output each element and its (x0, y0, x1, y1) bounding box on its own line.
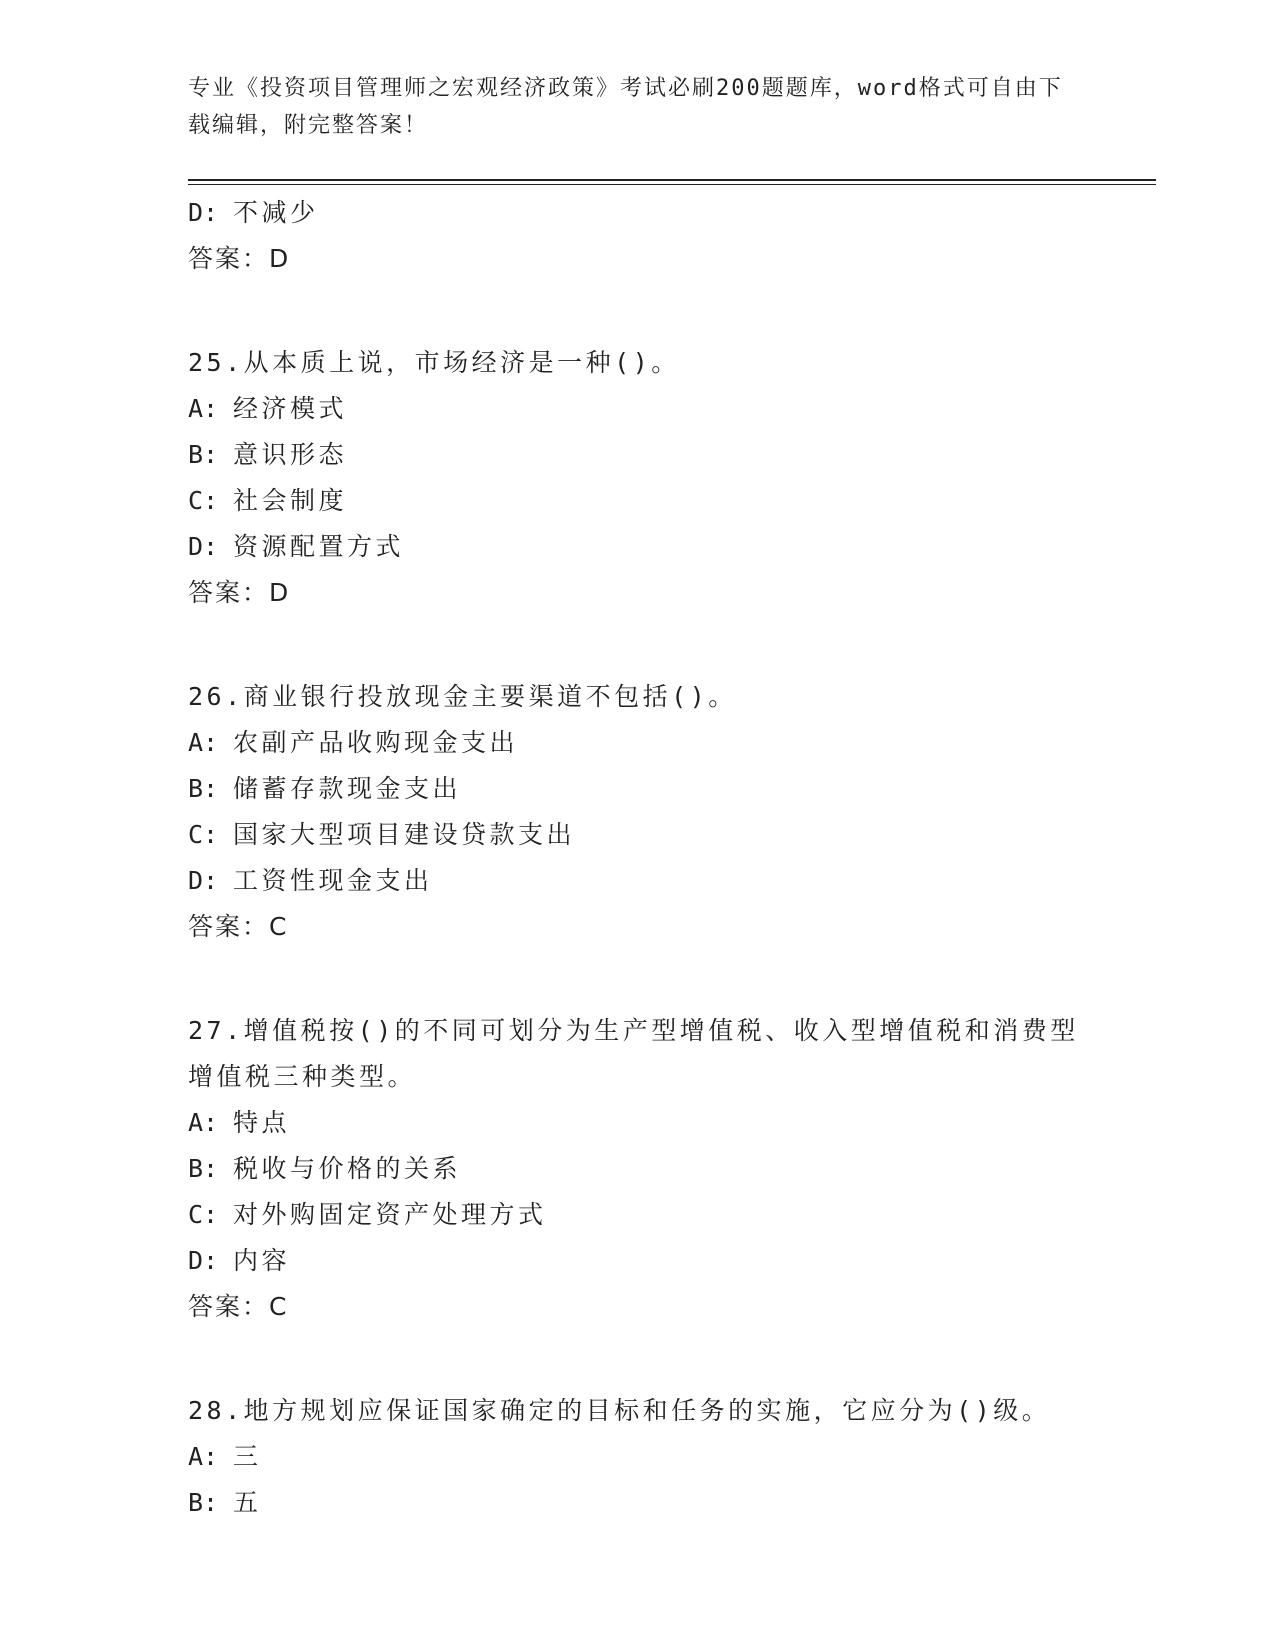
document-body (188, 190, 1088, 1526)
option-text: 储蓄存款现金支出 (233, 774, 462, 803)
option-c (188, 812, 1088, 858)
option-text: 经济模式 (233, 394, 348, 423)
option-b (188, 1146, 1088, 1192)
option-text: 社会制度 (233, 486, 348, 515)
answer-line: 答案：C (188, 912, 289, 941)
question-text: 25.从本质上说，市场经济是一种()。 (188, 348, 680, 377)
option-text: 对外购固定资产处理方式 (233, 1200, 547, 1229)
question-27 (188, 1008, 1088, 1330)
answer-line: 答案：D (188, 244, 291, 273)
question-28 (188, 1388, 1088, 1526)
option-letter: C: (188, 820, 219, 849)
option-text: 特点 (233, 1108, 291, 1137)
option-a (188, 386, 1088, 432)
question-text: 26.商业银行投放现金主要渠道不包括()。 (188, 682, 737, 711)
option-text: 税收与价格的关系 (233, 1154, 462, 1183)
question-text: 28.地方规划应保证国家确定的目标和任务的实施，它应分为()级。 (188, 1396, 1051, 1425)
option-letter: A: (188, 1108, 219, 1137)
option-d (188, 190, 1088, 236)
option-b (188, 432, 1088, 478)
option-letter: B: (188, 774, 219, 803)
option-a (188, 1434, 1088, 1480)
question-25 (188, 340, 1088, 616)
option-text: 三 (233, 1442, 262, 1471)
option-letter: D: (188, 532, 219, 561)
option-c (188, 1192, 1088, 1238)
option-d (188, 524, 1088, 570)
option-letter: A: (188, 394, 219, 423)
option-b (188, 1480, 1088, 1526)
option-text: 意识形态 (233, 440, 348, 469)
option-letter: D: (188, 866, 219, 895)
header-divider (188, 179, 1156, 185)
option-text: 五 (233, 1488, 262, 1517)
option-letter: A: (188, 1442, 219, 1471)
option-text: 工资性现金支出 (233, 866, 433, 895)
option-letter: B: (188, 1488, 219, 1517)
option-b (188, 766, 1088, 812)
option-c (188, 478, 1088, 524)
option-letter: A: (188, 728, 219, 757)
option-d (188, 858, 1088, 904)
question-fragment (188, 190, 1088, 282)
page-header (188, 70, 1068, 144)
option-letter: C: (188, 1200, 219, 1229)
question-text: 27.增值税按()的不同可划分为生产型增值税、收入型增值税和消费型增值税三种类型。 (188, 1016, 1079, 1091)
option-text: 不减少 (233, 198, 319, 227)
answer-line: 答案：D (188, 578, 291, 607)
option-letter: C: (188, 486, 219, 515)
answer-line: 答案：C (188, 1292, 289, 1321)
option-a (188, 1100, 1088, 1146)
option-letter: B: (188, 440, 219, 469)
option-letter: B: (188, 1154, 219, 1183)
option-d (188, 1238, 1088, 1284)
option-text: 国家大型项目建设贷款支出 (233, 820, 576, 849)
option-text: 资源配置方式 (233, 532, 405, 561)
option-text: 农副产品收购现金支出 (233, 728, 519, 757)
page-title: 专业《投资项目管理师之宏观经济政策》考试必刷200题题库，word格式可自由下载编辑，附完整答案！ (188, 76, 1063, 138)
question-26 (188, 674, 1088, 950)
option-text: 内容 (233, 1246, 291, 1275)
option-letter: D: (188, 1246, 219, 1275)
option-letter: D: (188, 198, 219, 227)
option-a (188, 720, 1088, 766)
